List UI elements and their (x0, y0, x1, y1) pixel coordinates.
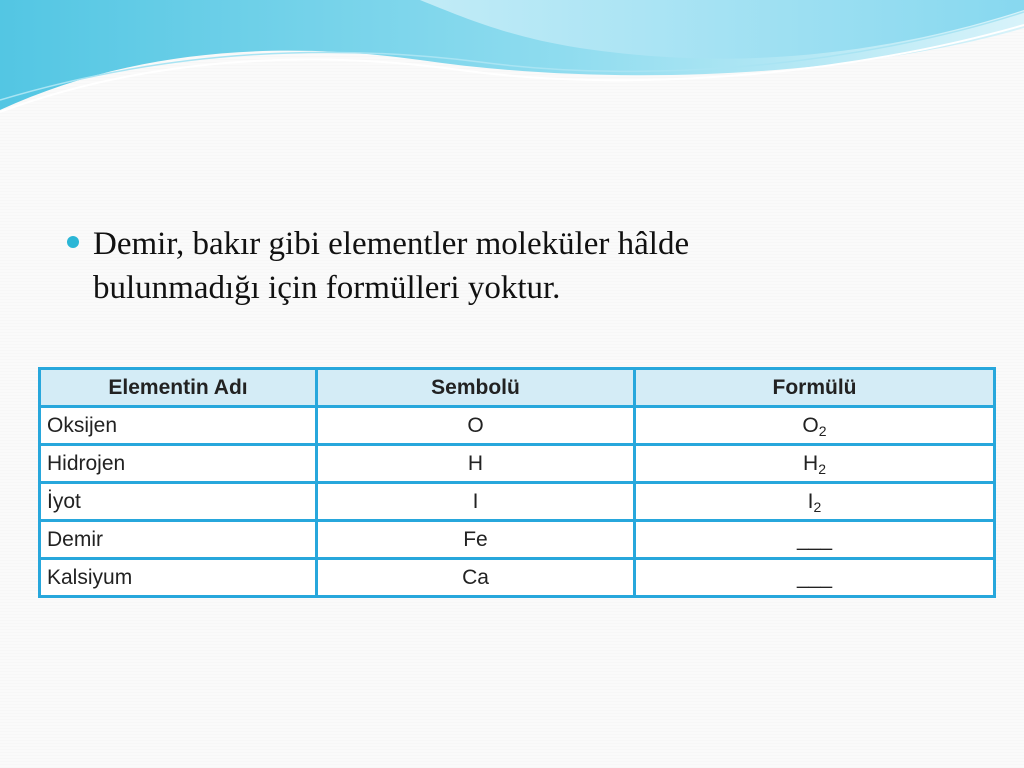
formula-base: ___ (796, 527, 833, 551)
table-row (40, 483, 995, 521)
cell-formula (635, 521, 995, 559)
header-symbol: Sembolü (317, 369, 635, 407)
bullet-dot-icon (67, 236, 79, 248)
cell-symbol: O (317, 407, 635, 445)
table-row (40, 445, 995, 483)
cell-element-name: Oksijen (40, 407, 317, 445)
bullet-text (93, 222, 960, 310)
formula-base: ___ (796, 565, 833, 589)
formula-subscript: 2 (813, 498, 822, 515)
header-element-name: Elementin Adı (40, 369, 317, 407)
elements-table-container (38, 367, 993, 598)
bullet-item (60, 222, 960, 310)
cell-element-name: İyot (40, 483, 317, 521)
elements-table (38, 367, 996, 598)
table-row (40, 559, 995, 597)
cell-symbol: I (317, 483, 635, 521)
cell-formula (635, 445, 995, 483)
cell-element-name: Demir (40, 521, 317, 559)
formula-base: I (807, 489, 814, 513)
table-header-row (40, 369, 995, 407)
table-row (40, 521, 995, 559)
formula-subscript: 2 (818, 422, 827, 439)
table-row (40, 407, 995, 445)
formula-base: O (802, 413, 819, 437)
cell-formula (635, 559, 995, 597)
cell-symbol: Fe (317, 521, 635, 559)
cell-element-name: Kalsiyum (40, 559, 317, 597)
bullet-line-2: bulunmadığı için formülleri yoktur. (93, 270, 561, 306)
cell-symbol: H (317, 445, 635, 483)
cell-formula (635, 483, 995, 521)
cell-formula (635, 407, 995, 445)
formula-base: H (803, 451, 819, 475)
cell-element-name: Hidrojen (40, 445, 317, 483)
formula-subscript: 2 (818, 460, 826, 477)
header-formula: Formülü (635, 369, 995, 407)
wave-decoration (0, 0, 1024, 130)
bullet-line-1: Demir, bakır gibi elementler moleküler hâlde (93, 226, 690, 262)
cell-symbol: Ca (317, 559, 635, 597)
